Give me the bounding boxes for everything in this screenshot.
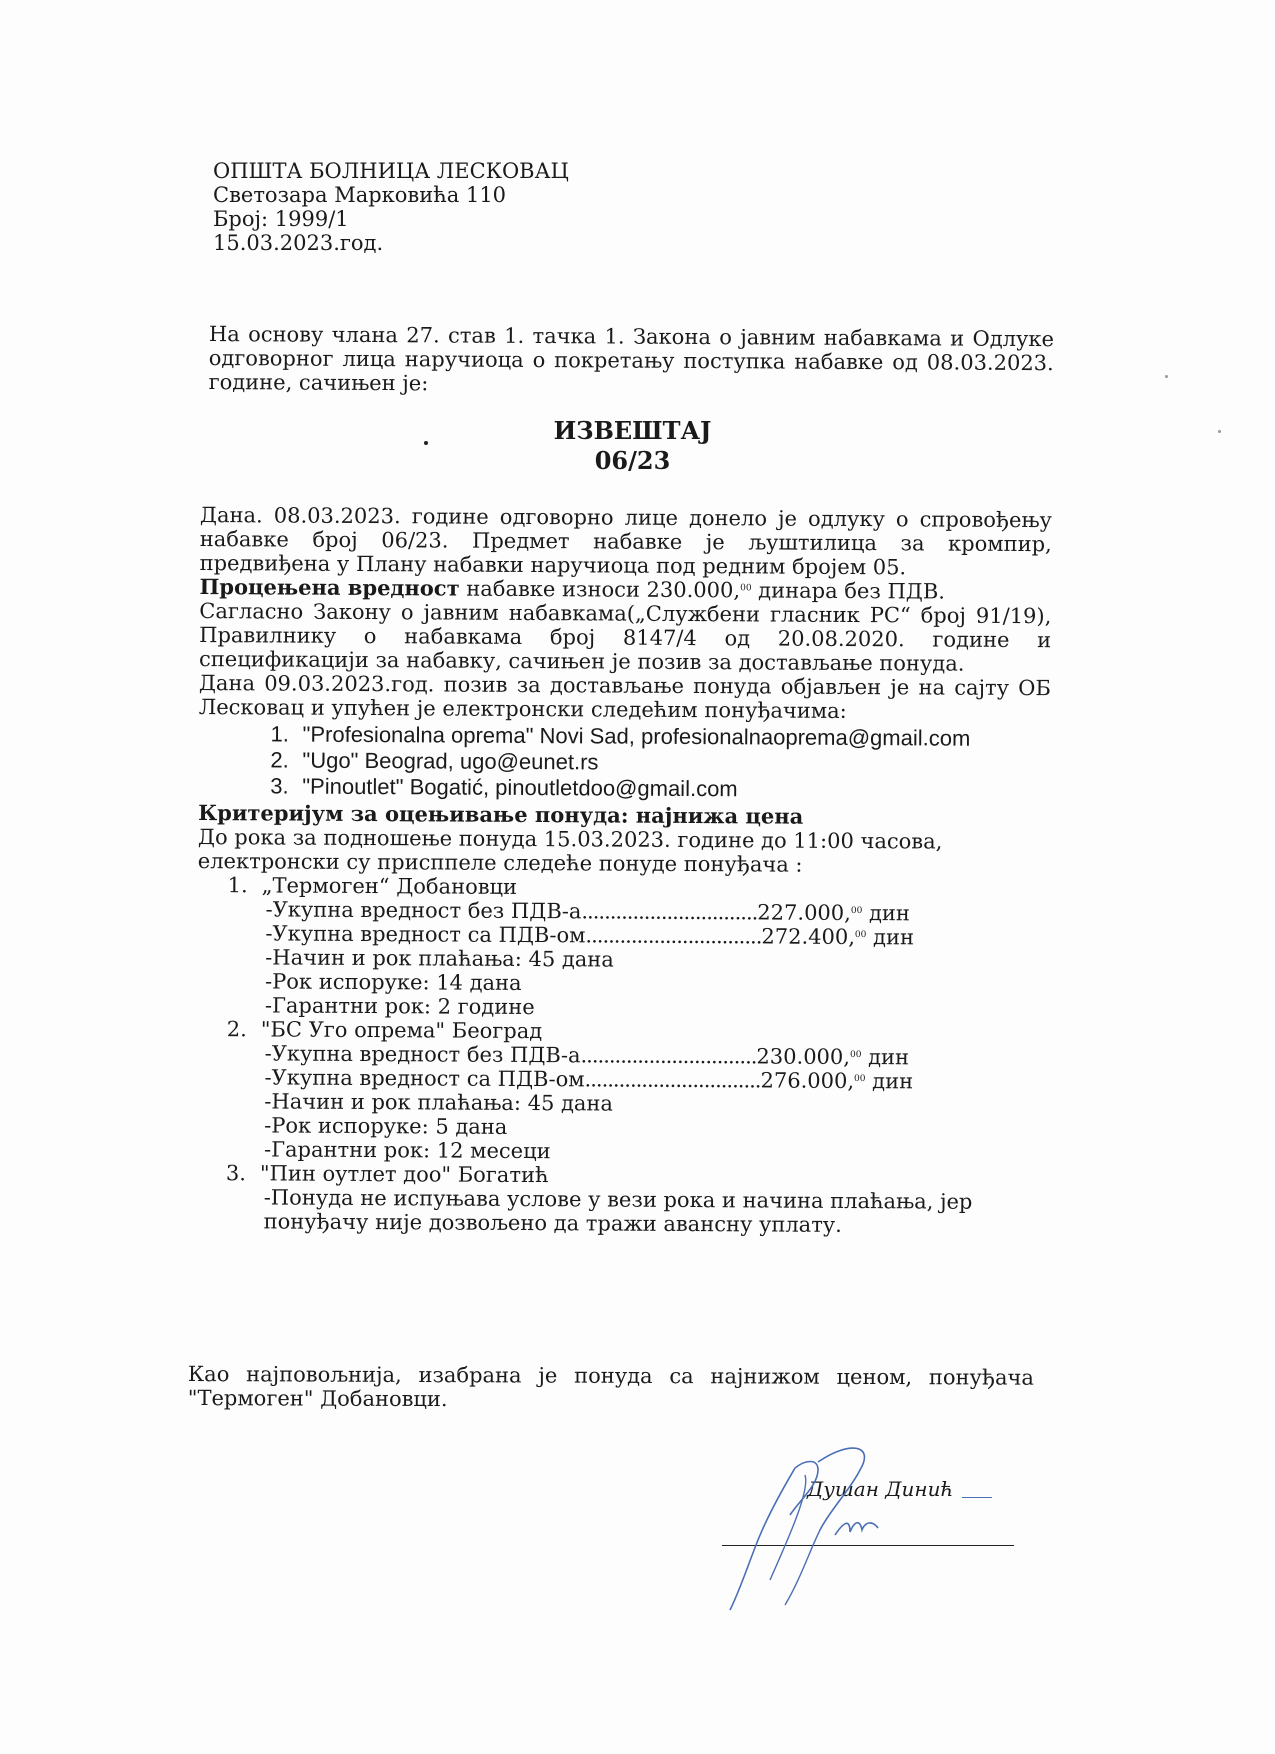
invitation-paragraph: Дана 09.03.2023.год. позив за достављање понуда објављен је на сајту ОБ Лесковац и упућен је електронски следећим понуђачима: — [198, 670, 1051, 723]
estimated-value-text: набавке износи 230.000, — [459, 576, 741, 603]
leader-dots: ............................... — [585, 923, 762, 949]
received-offers-intro: До рока за подношење понуда 15.03.2023. године до 11:00 часова, електронски су присппеле следеће понуде понуђача : — [197, 824, 943, 877]
ink-dot — [424, 441, 428, 445]
currency: дин — [868, 1045, 910, 1070]
document-number: Број: 1999/1 — [213, 207, 349, 231]
currency: дин — [872, 1069, 914, 1094]
offer-rejection-note: -Понуда не испуњава услове у вези рока и начина плаћања, јер понуђачу није дозвољено да тражи авансну уплату. — [263, 1185, 973, 1237]
leader-dots: ............................... — [581, 899, 758, 925]
amount-sup: 00 — [850, 905, 863, 917]
offer-bidder-name: "Пин оутлет доо" Богатић — [259, 1161, 549, 1188]
bidder-text: "Ugo" Beograd, ugo@eunet.rs — [302, 747, 599, 775]
signatory-name: Душан Динић — [807, 1477, 954, 1501]
bidder-text: "Pinoutlet" Bogatić, pinoutletdoo@gmail.com — [302, 773, 738, 802]
leader-dots: ............................... — [584, 1067, 761, 1093]
invited-bidders-list — [198, 721, 1050, 804]
evaluation-criteria: Критеријум за оцењивање понуда: најнижа цена — [198, 799, 804, 829]
offer-number: 1. — [227, 873, 248, 898]
net-amount: 230.000, — [756, 1044, 851, 1069]
signature-dash — [962, 1497, 992, 1498]
bidder-text: "Profesionalna oprema" Novi Sad, profesionalnaoprema@gmail.com — [302, 721, 971, 751]
report-title: ИЗВЕШТАЈ — [553, 416, 712, 445]
closing-paragraph: Као најповољнија, изабрана је понуда са најнижом ценом, понуђача "Термоген" Добановци. — [187, 1362, 1034, 1412]
report-body — [196, 503, 1052, 1238]
offer-item — [197, 873, 1050, 1022]
amount-sup: 00 — [849, 1049, 862, 1061]
net-label: -Укупна вредност без ПДВ-а — [265, 897, 582, 924]
offer-delivery-time: -Рок испоруке: 5 дана — [264, 1113, 508, 1139]
letterhead — [213, 159, 569, 255]
gross-label: -Укупна вредност са ПДВ-ом — [265, 921, 586, 948]
gross-label: -Укупна вредност са ПДВ-ом — [264, 1065, 585, 1092]
offer-item — [196, 1161, 1048, 1238]
scan-speck — [1165, 375, 1168, 378]
gross-amount: 276.000, — [760, 1068, 855, 1094]
amount-sup: 00 — [854, 1074, 866, 1085]
intro-paragraph: На основу члана 27. став 1. тачка 1. Закона о јавним набавкама и Одлуке одговорног лица наручиоца о покретању поступка набавке од 08.03.2023. године, сачињен је: — [208, 322, 1054, 396]
offer-payment-terms: -Начин и рок плаћања: 45 дана — [264, 1089, 614, 1116]
list-number: 1. — [270, 721, 290, 747]
offer-number: 2. — [226, 1017, 247, 1042]
offer-payment-terms: -Начин и рок плаћања: 45 дана — [265, 945, 614, 972]
estimated-value-sup: 00 — [740, 583, 752, 594]
currency: дин — [868, 901, 911, 926]
estimated-value-label: Процењена вредност — [199, 573, 460, 601]
net-amount: 227.000, — [757, 900, 851, 925]
estimated-value-suffix: динара без ПДВ. — [751, 578, 946, 604]
offer-bidder-name: "БС Уго опрема" Београд — [260, 1017, 543, 1044]
offer-item — [196, 1017, 1049, 1166]
legal-basis-paragraph: Сагласно Закону о јавним набавкама(„Службени гласник РС“ број 91/19), Правилнику о набавкама број 8147/4 од 20.08.2020. године и спецификацији за набавку, сачињен је позив за достављање понуда. — [198, 598, 1052, 676]
amount-sup: 00 — [854, 930, 867, 941]
offer-bidder-name: „Термоген“ Добановци — [261, 873, 518, 899]
offer-warranty: -Гарантни рок: 12 месеци — [263, 1137, 551, 1164]
offer-delivery-time: -Рок испоруке: 14 дана — [265, 969, 522, 995]
list-item — [198, 773, 1050, 804]
net-label: -Укупна вредност без ПДВ-а — [264, 1041, 581, 1068]
institution-name: ОПШТА БОЛНИЦА ЛЕСКОВАЦ — [213, 159, 569, 183]
document-date: 15.03.2023.год. — [213, 231, 384, 255]
handwritten-signature — [700, 1440, 960, 1620]
offer-number: 3. — [225, 1161, 247, 1186]
currency: дин — [872, 925, 915, 950]
decision-paragraph: Дана. 08.03.2023. године одговорно лице донело је одлуку о спровођењу набавке број 06/23. Предмет набавке је љуштилица за кромпир, предвиђена у Плану набавки наручиоца под редним бројем 05. — [199, 503, 1052, 580]
list-number: 3. — [270, 773, 289, 799]
offer-warranty: -Гарантни рок: 2 године — [264, 993, 535, 1020]
report-number: 06/23 — [594, 446, 671, 475]
scan-speck — [1218, 430, 1221, 433]
received-offers-list — [196, 873, 1050, 1238]
list-number: 2. — [270, 747, 289, 773]
leader-dots: ............................... — [580, 1043, 757, 1069]
institution-address: Светозара Марковића 110 — [213, 183, 507, 207]
gross-amount: 272.400, — [761, 924, 855, 950]
